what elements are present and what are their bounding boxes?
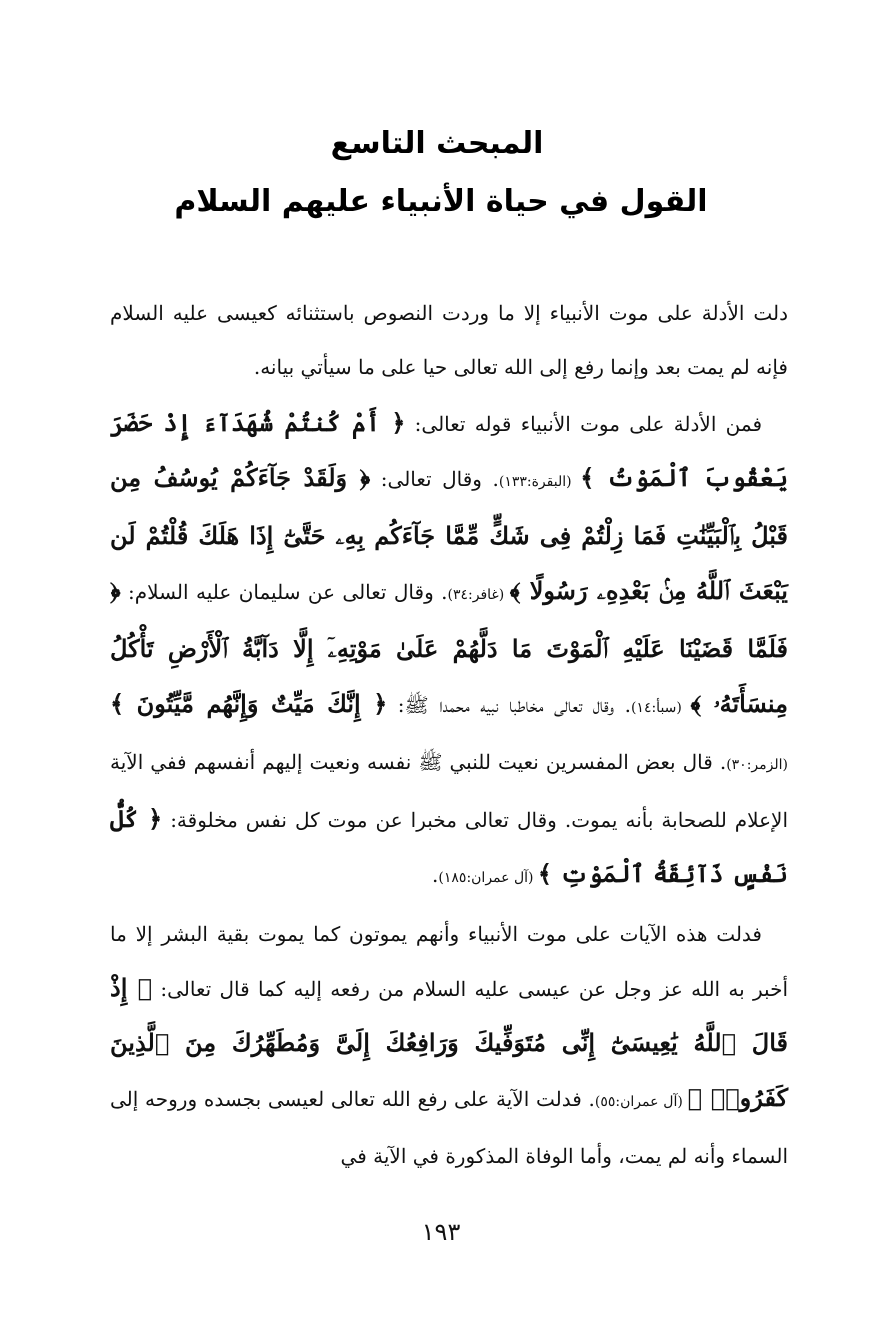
- paragraph-text: . فدلت الآية على رفع الله تعالى لعيسى بجسده وروحه إلى السماء وأنه لم يمت، وأما الوفاة المذكورة في الآية في: [110, 1087, 788, 1168]
- paragraph-text: دلت الأدلة على موت الأنبياء إلا ما وردت النصوص باستثنائه كعيسى عليه السلام فإنه لم يمت بعد وإنما رفع إلى الله تعالى حيا على ما سيأتي بيانه.: [110, 301, 788, 379]
- quran-verse: ﴿ وَلَقَدْ جَآءَكُمْ يُوسُفُ مِن قَبْلُ بِٱلْبَيِّنَٰتِ فَمَا زِلْتُمْ فِى شَكٍّ مِّمَّا جَآءَكُم بِهِۦ حَتَّىٰٓ إِذَا هَلَكَ قُلْتُمْ لَن يَبْعَثَ ٱللَّهُ مِنۢ بَعْدِهِۦ رَسُولًا ﴾: [110, 463, 788, 605]
- quran-verse: ﴿ أَمْ كُنتُمْ شُهَدَآءَ إِذْ حَضَرَ يَعْقُوبَ ٱلْمَوْتُ ﴾: [110, 408, 789, 492]
- paragraph-text: . وقال تعالى:: [370, 467, 499, 491]
- verse-reference: (آل عمران:٥٥): [594, 1094, 688, 1110]
- verse-reference: (غافر:٣٤): [447, 587, 510, 603]
- paragraph-intro: [110, 286, 788, 394]
- paragraph-text: فدلت هذه الآيات على موت الأنبياء وأنهم يموتون كما يموت بقية البشر إلا ما أخبر به الله عز وجل عن عيسى عليه السلام من رفعه إليه كما قال تعالى:: [110, 922, 789, 1001]
- paragraph-text: . وقال تعالى عن سليمان عليه السلام:: [120, 580, 448, 604]
- verse-reference: (آل عمران:١٨٥): [438, 870, 538, 886]
- quran-verse: ﴿ إِذْ قَالَ ٱللَّهُ يَٰعِيسَىٰٓ إِنِّى مُتَوَفِّيكَ وَرَافِعُكَ إِلَىَّ وَمُطَهِّرُكَ مِنَ ٱلَّذِينَ كَفَرُوا۟ ﴾: [110, 973, 789, 1112]
- quran-verse: ﴿ فَلَمَّا قَضَيْنَا عَلَيْهِ ٱلْمَوْتَ مَا دَلَّهُمْ عَلَىٰ مَوْتِهِۦٓ إِلَّا دَآبَّةُ ٱلْأَرْضِ تَأْكُلُ مِنسَأَتَهُۥ ﴾: [110, 576, 788, 718]
- paragraph-conclusion: [110, 907, 788, 1183]
- paragraph-text: . وقال تعالى مخاطبا نبيه محمدا ﷺ:: [387, 693, 631, 717]
- verse-reference: (البقرة:١٣٣): [498, 474, 581, 490]
- section-title: القول في حياة الأنبياء عليهم السلام: [174, 184, 708, 219]
- paragraph-text: . قال بعض المفسرين نعيت للنبي ﷺ نفسه ونعيت إليهم أنفسهم ففي الآية الإعلام للصحابة بأنه يموت. وقال تعالى مخبرا عن موت كل نفس مخلوقة:: [110, 750, 788, 832]
- paragraph-text: فمن الأدلة على موت الأنبياء قوله تعالى:: [405, 412, 763, 436]
- body-text: [110, 286, 788, 1183]
- paragraph-text: .: [432, 863, 439, 887]
- quran-verse: ﴿ إِنَّكَ مَيِّتٌ وَإِنَّهُم مَّيِّتُونَ ﴾: [110, 689, 388, 718]
- page-number: ١٩٣: [421, 1218, 461, 1246]
- chapter-heading: المبحث التاسع: [330, 126, 544, 161]
- quran-verse: ﴿ كُلُّ نَفْسٍ ذَآئِقَةُ ٱلْمَوْتِ ﴾: [110, 804, 788, 888]
- paragraph-evidence: [110, 396, 788, 905]
- verse-reference: (سبأ:١٤): [630, 700, 691, 716]
- verse-reference: (الزمر:٣٠): [726, 757, 788, 773]
